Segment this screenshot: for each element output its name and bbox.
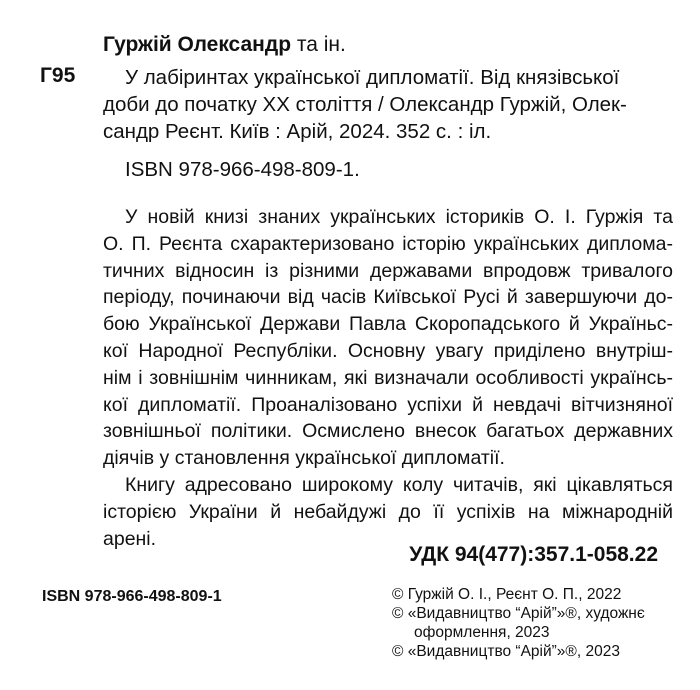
annotation-line: О. П. Реєнта схарактеризовано історію українських диплома- [103,232,673,255]
copyright-line-continuation: оформлення, 2023 [414,624,550,641]
author-heading [103,33,346,57]
annotation-line: зовнішньої політики. Осмислено внесок багатьох державних [103,420,673,443]
annotation-line: історією України й небайдужі до її успіхів на міжнародній [103,500,673,523]
isbn-main: ISBN 978-966-498-809-1. [125,158,360,181]
bibliographic-line: сандр Реєнт. Київ : Арій, 2024. 352 с. : іл. [103,120,492,143]
annotation-line: Книгу адресовано широкому колу читачів, які цікавляться [125,473,673,496]
author-name: Гуржій Олександр [103,33,292,56]
bibliographic-line: доби до початку XX століття / Олександр Гуржій, Олек- [103,93,627,116]
annotation-line: діячів у становлення української дипломатії. [103,447,505,470]
copyright-line: © «Видавництво “Арій”»®, 2023 [392,643,620,660]
annotation-line: кої Народної Республіки. Основну увагу приділено внутріш- [103,339,673,362]
annotation-line: кої дипломатії. Проаналізовано успіхи й невдачі вітчизняної [103,393,673,416]
copyright-block [392,585,682,661]
udk-code: УДК 94(477):357.1-058.22 [409,543,658,566]
annotation-text [103,204,673,552]
copyright-line: © Гуржій О. І., Реєнт О. П., 2022 [392,586,622,603]
copyright-line: © «Видавництво “Арій”»®, художнє [392,605,645,622]
bibliographic-line: У лабіринтах української дипломатії. Від князівської [125,66,620,89]
catalog-code: Г95 [40,64,76,87]
bibliographic-description [103,64,673,145]
annotation-line: періоду, починаючи від часів Київської Русі й завершуючи до- [103,286,673,309]
annotation-line: нім і зовнішнім чинникам, які визначали особливості українсь- [103,366,673,389]
annotation-line: тичних відносин із різними державами впродовж тривалого [103,259,673,282]
annotation-line: У новій книзі знаних українських істориків О. І. Гуржія та [125,206,673,228]
isbn-footer: ISBN 978-966-498-809-1 [42,588,222,605]
annotation-line: бою Української Держави Павла Скоропадського й Україньс- [103,313,673,336]
author-suffix: та ін. [291,33,346,56]
annotation-line: арені. [103,527,157,550]
